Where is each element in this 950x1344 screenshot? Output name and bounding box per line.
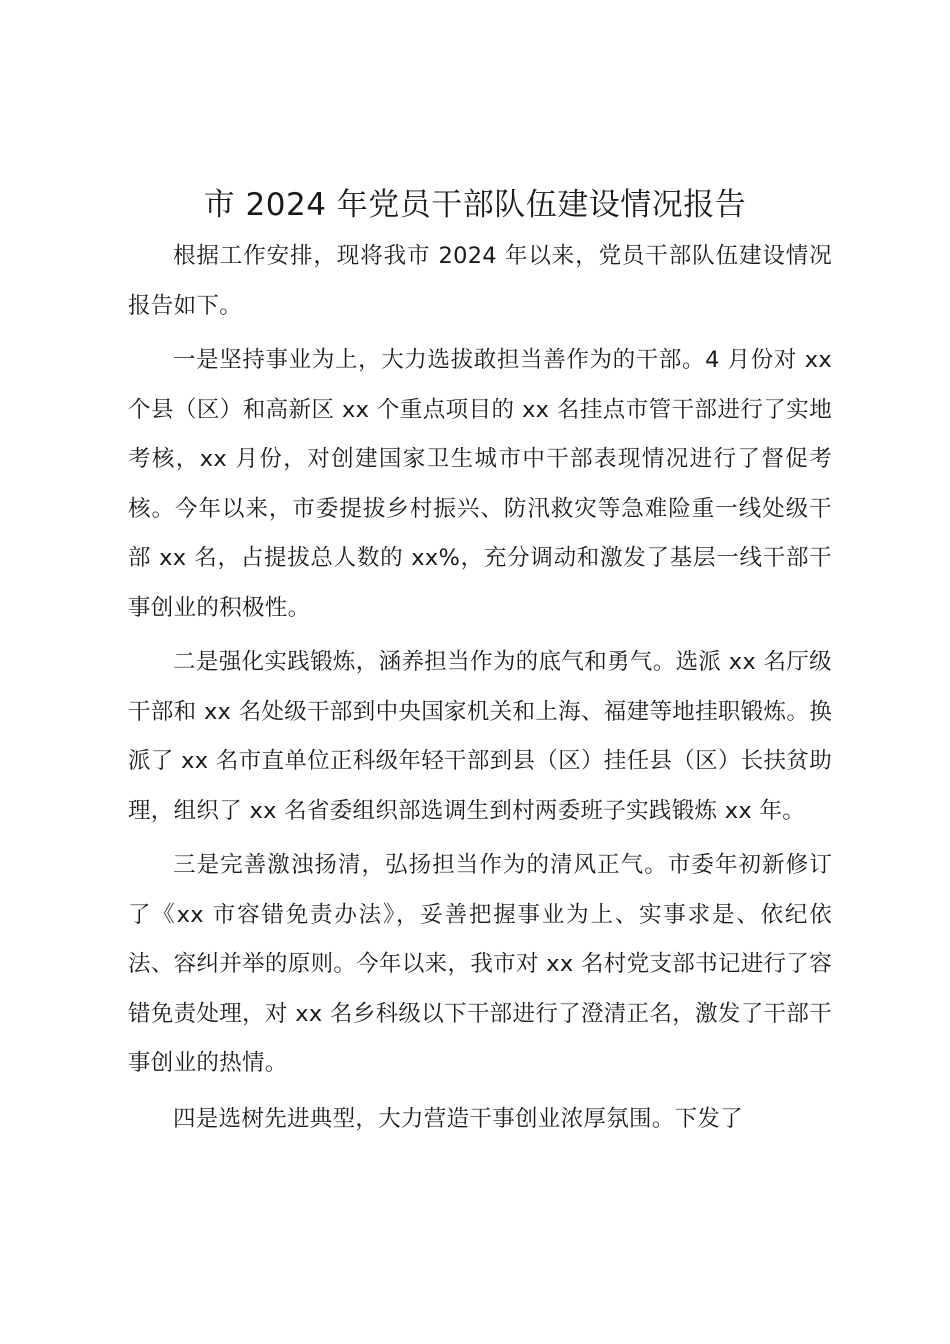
document-body [128, 232, 832, 1144]
intro-paragraph: 根据工作安排，现将我市 2024 年以来，党员干部队伍建设情况报告如下。 [128, 243, 832, 319]
document-title: 市 2024 年党员干部队伍建设情况报告 [203, 187, 747, 223]
paragraph-2: 二是强化实践锻炼，涵养担当作为的底气和勇气。选派 xx 名厅级干部和 xx 名处级干部到中央国家机关和上海、福建等地挂职锻炼。换派了 xx 名市直单位正科级年轻干部到县（区）挂任县（区）长扶贫助理，组织了 xx 名省委组织部选调生到村两委班子实践锻炼 xx 年。 [128, 649, 832, 824]
paragraph-1: 一是坚持事业为上，大力选拔敢担当善作为的干部。4 月份对 xx 个县（区）和高新区 xx 个重点项目的 xx 名挂点市管干部进行了实地考核，xx 月份，对创建国家卫生城市中干部表现情况进行了督促考核。今年以来，市委提拔乡村振兴、防汛救灾等急难险重一线处级干部 xx 名，占提拔总人数的 xx%，充分调动和激发了基层一线干部干事创业的积极性。 [128, 347, 832, 621]
paragraph-4: 四是选树先进典型，大力营造干事创业浓厚氛围。下发了 [173, 1105, 744, 1132]
paragraph-3: 三是完善激浊扬清，弘扬担当作为的清风正气。市委年初新修订了《xx 市容错免责办法》，妥善把握事业为上、实事求是、依纪依法、容纠并举的原则。今年以来，我市对 xx 名村党支部书记进行了容错免责处理，对 xx 名乡科级以下干部进行了澄清正名，激发了干部干事创业的热情。 [128, 852, 832, 1076]
